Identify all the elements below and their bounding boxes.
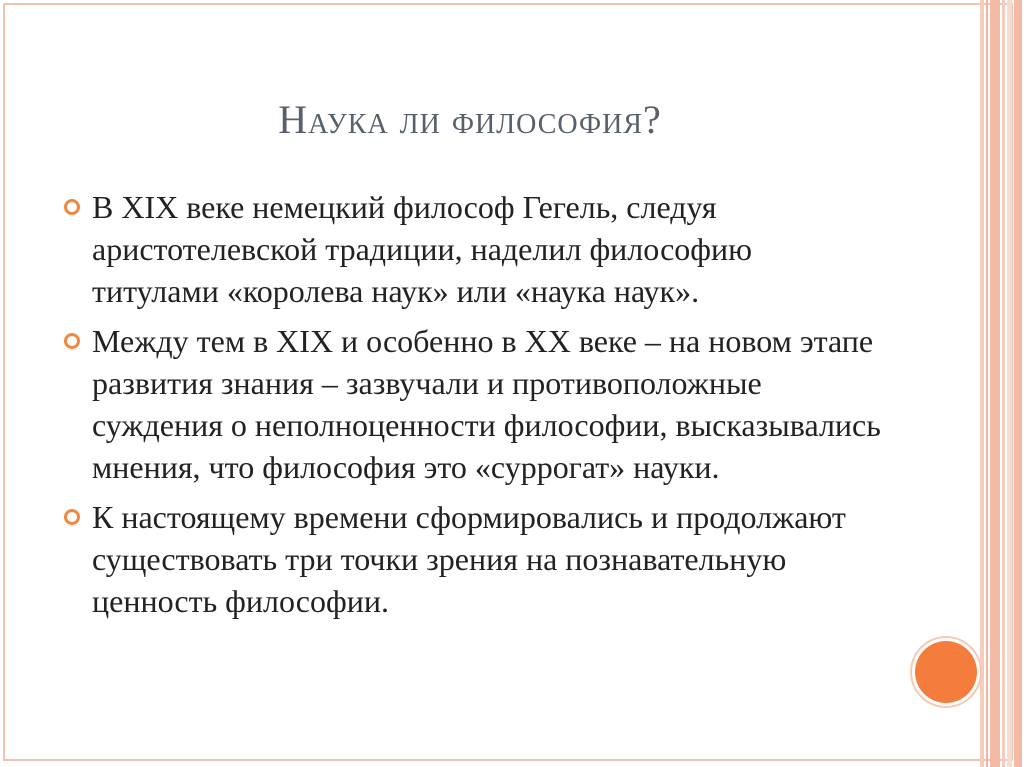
stripe	[1007, 0, 1012, 767]
ring-bullet-icon	[64, 199, 80, 215]
bullet-list	[62, 186, 882, 630]
bullet-text: Между тем в XIX и особенно в XX веке – на новом этапе развития знания – зазвучали и противоположные суждения о неполноценности философии, высказывались мнения, что философия это «суррогат» науки.	[92, 323, 881, 485]
bullet-item	[62, 186, 882, 312]
bullet-item	[62, 320, 882, 488]
slide-title: Наука ли философия?	[278, 97, 662, 142]
stripe	[1014, 0, 1022, 767]
bullet-text: В XIX веке немецкий философ Гегель, следуя аристотелевской традиции, наделил философию титулами «королева наук» или «наука наук».	[92, 189, 753, 309]
stripe	[1002, 0, 1005, 767]
bullet-text: К настоящему времени сформировались и продолжают существовать три точки зрения на познавательную ценность философии.	[92, 499, 846, 619]
orange-circle-decoration	[915, 641, 977, 703]
stripe	[980, 0, 984, 767]
stripe	[990, 0, 1000, 767]
right-decorative-stripes	[980, 0, 1024, 767]
ring-bullet-icon	[64, 333, 80, 349]
ring-bullet-icon	[64, 509, 80, 525]
stripe	[986, 0, 988, 767]
bullet-item	[62, 496, 882, 622]
